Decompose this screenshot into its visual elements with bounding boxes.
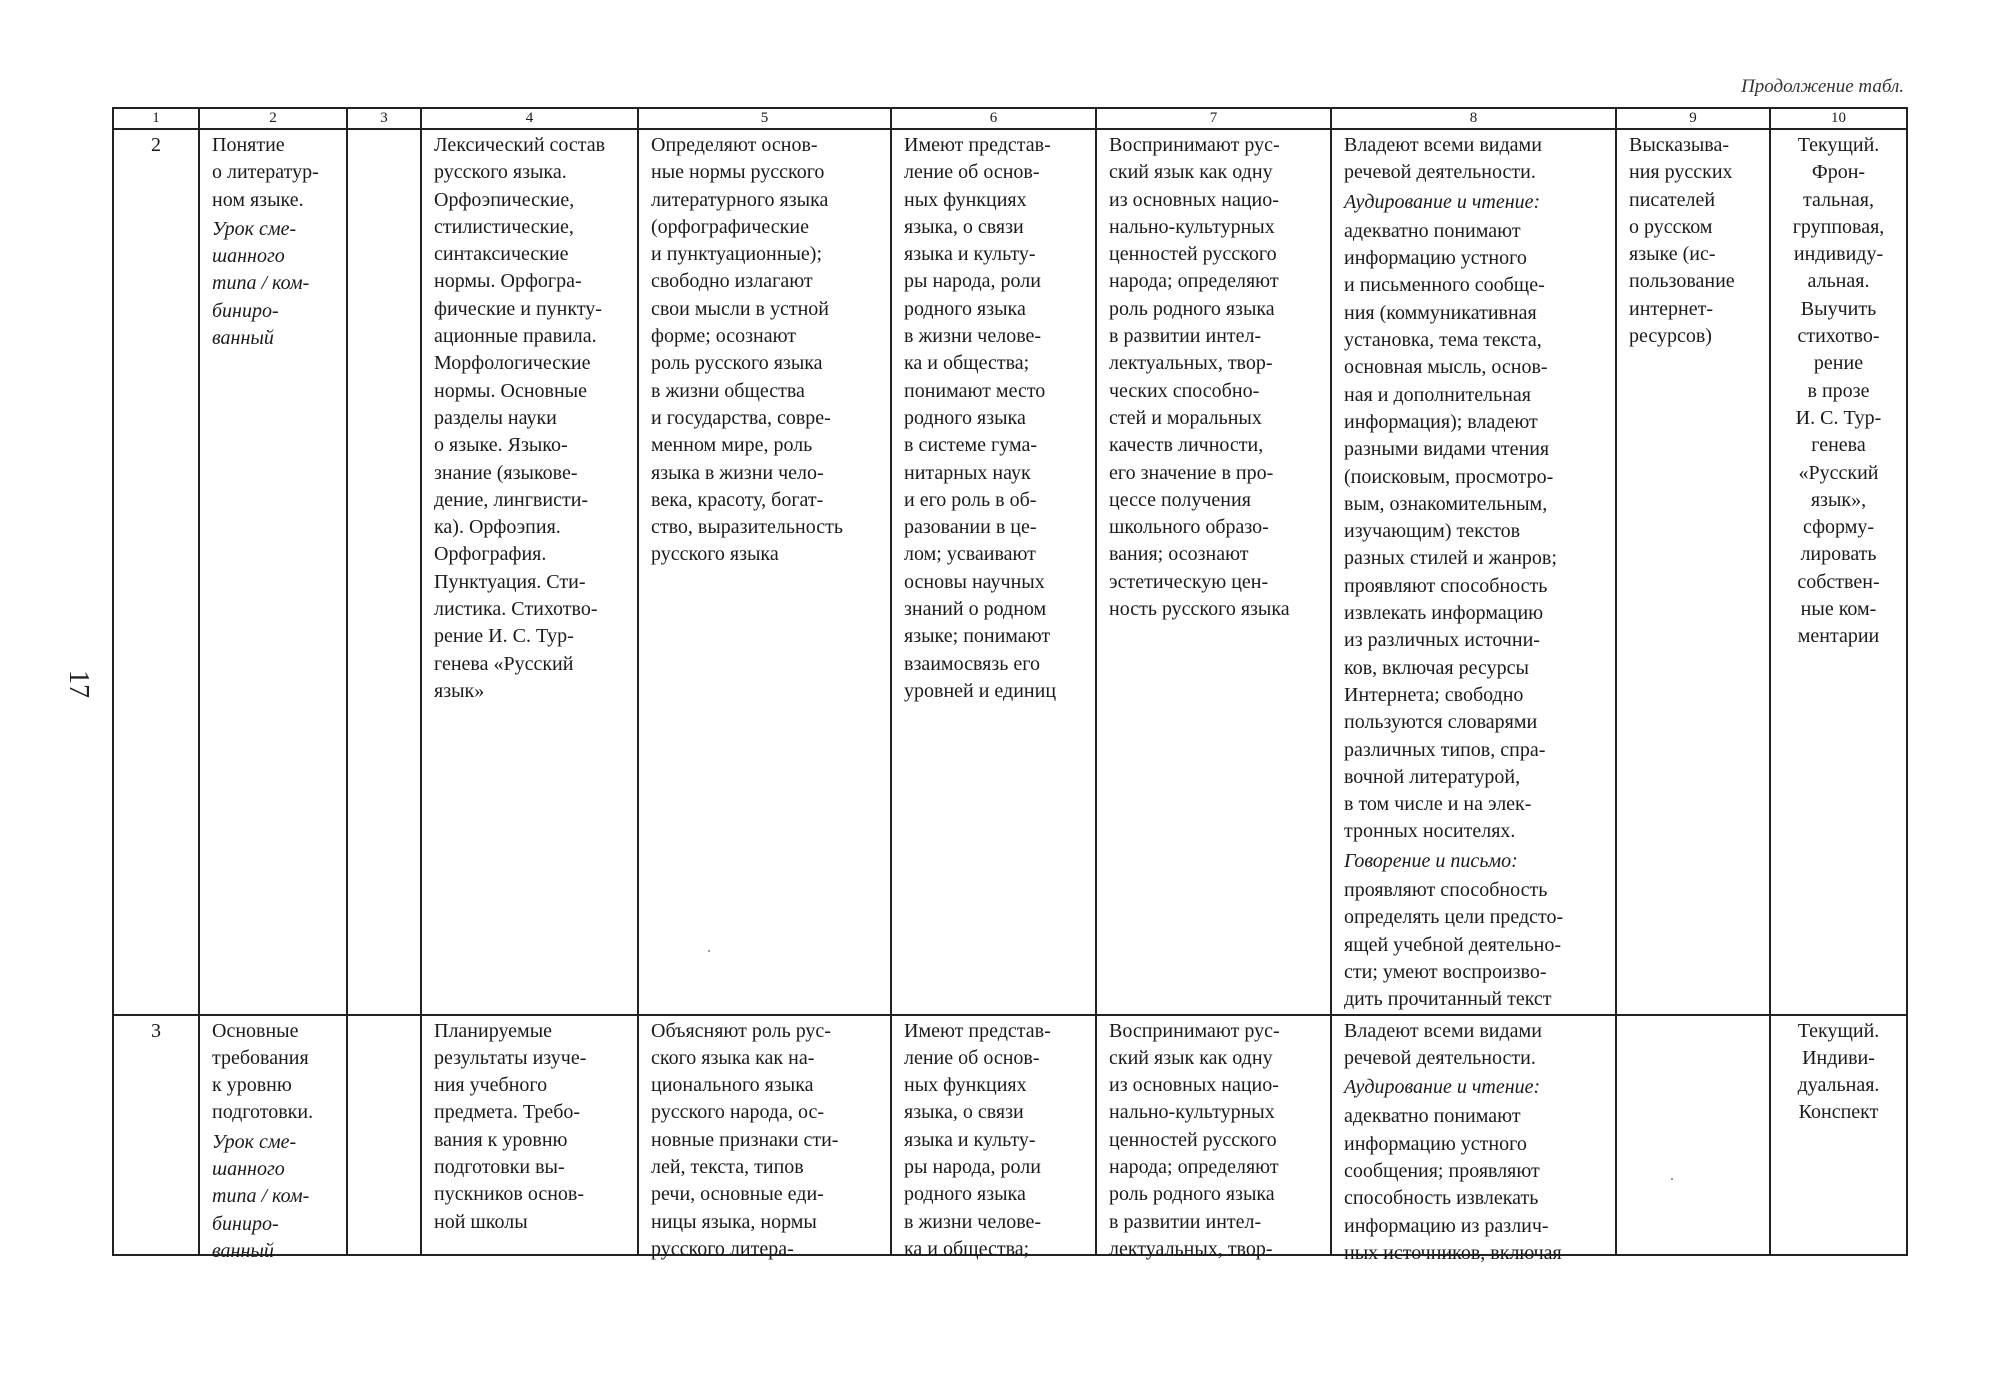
activities-speaking-writing: проявляют способность определять цели предсто- ящей учебной деятельно- сти; умеют воспроизво- дить прочитанный текст	[1344, 879, 1564, 1011]
metasubject-results: Имеют представ- ление об основ- ных функциях языка, о связи языка и культу- ры народа, роли родного языка в жизни челове- ка и общества; понимают место родного языка в системе гума- нитарных наук и его роль в об- разовании в це- лом; усваивают основы научных знаний о родном языке; понимают взаимосвязь его уровней и единиц	[904, 134, 1057, 702]
print-speck	[1671, 1178, 1673, 1180]
extra-activities-cell	[1616, 1015, 1770, 1255]
lesson-number: 3	[151, 1019, 161, 1042]
activities-subheading-listening-reading: Аудирование и чтение:	[1344, 190, 1541, 213]
table-row	[113, 129, 1907, 1015]
column-header-5: 5	[638, 108, 891, 129]
column-header-2: 2	[199, 108, 347, 129]
column-header-7: 7	[1096, 108, 1331, 129]
column-3-text	[348, 1016, 420, 1018]
personal-results: Воспринимают рус- ский язык как одну из основных нацио- нально-культурных ценностей русского народа; определяют роль родного языка в развитии интел- лектуальных, твор-	[1109, 1019, 1280, 1260]
column-header-8: 8	[1331, 108, 1616, 129]
column-header-4: 4	[421, 108, 638, 129]
column-header-1: 1	[113, 108, 199, 129]
metasubject-results-cell	[891, 129, 1096, 1015]
lesson-content: Лексический состав русского языка. Орфоэпические, стилистические, синтаксические нормы. Орфогра- фические и пункту- ационные правила. Морфологические нормы. Основные разделы науки о языке. Языко- знание (языкове- дение, лингвисти- ка). Орфоэпия. Орфография. Пунктуация. Сти- листика. Стихотво- рение И. С. Тур- генева «Русский язык»	[434, 134, 606, 702]
lesson-number: 2	[151, 134, 161, 156]
lesson-type: Урок сме- шанного типа / ком- биниро- ванный	[212, 217, 310, 350]
activities-listening-reading: адекватно понимают информацию устного сообщения; проявляют способность извлекать информацию из различ- ных источников, включая	[1344, 1105, 1562, 1264]
subject-results: Объясняют роль рус- ского языка как на- ционального языка русского народа, ос- новные признаки сти- лей, текста, типов речи, основные еди- ницы языка, нормы русского литера-	[651, 1019, 839, 1260]
page-number: 17	[63, 670, 94, 698]
control-form-cell	[1770, 1015, 1907, 1255]
control-form: Текущий. Индиви- дуальная. Конспект	[1797, 1019, 1880, 1124]
personal-results: Воспринимают рус- ский язык как одну из основных нацио- нально-культурных ценностей русского народа; определяют роль родного языка в развитии интел- лектуальных, твор- ческих способно- стей и моральных качеств личности, его значение в про- цессе получения школьного образо- вания; осознают эстетическую цен- ность русского языка	[1109, 134, 1290, 621]
metasubject-results: Имеют представ- ление об основ- ных функциях языка, о связи языка и культу- ры народа, роли родного языка в жизни челове- ка и общества;	[904, 1019, 1051, 1260]
lesson-number-cell	[113, 129, 199, 1015]
column-header-9: 9	[1616, 108, 1770, 129]
lesson-topic-cell	[199, 129, 347, 1015]
activities-cell	[1331, 129, 1616, 1015]
lesson-topic: Основные требования к уровню подготовки.	[212, 1019, 314, 1124]
lesson-content-cell	[421, 129, 638, 1015]
subject-results: Определяют основ- ные нормы русского литературного языка (орфографические и пунктуационные); свободно излагают свои мысли в устной форме; осознают роль русского языка в жизни общества и государства, совре- менном мире, роль языка в жизни чело- века, красоту, богат- ство, выразительность русского языка	[651, 134, 843, 566]
lesson-type: Урок сме- шанного типа / ком- биниро- ванный	[212, 1130, 310, 1262]
lesson-plan-table	[112, 107, 1908, 1264]
lesson-content-cell	[421, 1015, 638, 1255]
personal-results-cell	[1096, 129, 1331, 1015]
table-row	[113, 1015, 1907, 1255]
column-3-cell	[347, 129, 421, 1015]
column-header-6: 6	[891, 108, 1096, 129]
column-3-text	[348, 130, 420, 132]
lesson-content: Планируемые результаты изуче- ния учебного предмета. Требо- вания к уровню подготовки вы- пускников основ- ной школы	[434, 1019, 587, 1233]
table-continuation-caption: Продолжение табл.	[1741, 76, 1904, 97]
lesson-topic-cell	[199, 1015, 347, 1262]
lesson-topic: Понятие о литератур- ном языке.	[212, 134, 319, 211]
extra-activities	[1617, 1016, 1769, 1018]
activities-intro: Владеют всеми видами речевой деятельности.	[1344, 134, 1542, 184]
personal-results-cell	[1096, 1015, 1331, 1260]
print-speck	[708, 950, 710, 952]
activities-intro: Владеют всеми видами речевой деятельности.	[1344, 1019, 1542, 1069]
subject-results-cell	[638, 129, 891, 1015]
activities-subheading-speaking-writing: Говорение и письмо:	[1344, 849, 1518, 872]
control-form-cell	[1770, 129, 1907, 1015]
activities-listening-reading: адекватно понимают информацию устного и письменного сообще- ния (коммуникативная установка, тема текста, основная мысль, основ- ная и дополнительная информация); владеют разными видами чтения (поисковым, просмотро- вым, ознакомительным, изучающим) текстов разных стилей и жанров; проявляют способность извлекать информацию из различных источни- ков, включая ресурсы Интернета; свободно пользуются словарями различных типов, спра- вочной литературой, в том числе и на элек- тронных носителях.	[1344, 219, 1557, 843]
extra-activities-cell	[1616, 129, 1770, 1015]
activities-subheading-listening-reading: Аудирование и чтение:	[1344, 1076, 1541, 1099]
metasubject-results-cell	[891, 1015, 1096, 1260]
activities-cell	[1331, 1015, 1616, 1264]
lesson-number-cell	[113, 1015, 199, 1255]
column-header-3: 3	[347, 108, 421, 129]
column-3-cell	[347, 1015, 421, 1255]
column-number-header-row	[113, 108, 1907, 129]
column-header-10: 10	[1770, 108, 1907, 129]
control-form: Текущий. Фрон- тальная, групповая, индивиду- альная. Выучить стихотво- рение в прозе И. С. Тур- генева «Русский язык», сформу- лировать собствен- ные ком- ментарии	[1792, 134, 1885, 648]
subject-results-cell	[638, 1015, 891, 1260]
extra-activities: Высказыва- ния русских писателей о русском языке (ис- пользование интернет- ресурсов)	[1629, 134, 1735, 348]
